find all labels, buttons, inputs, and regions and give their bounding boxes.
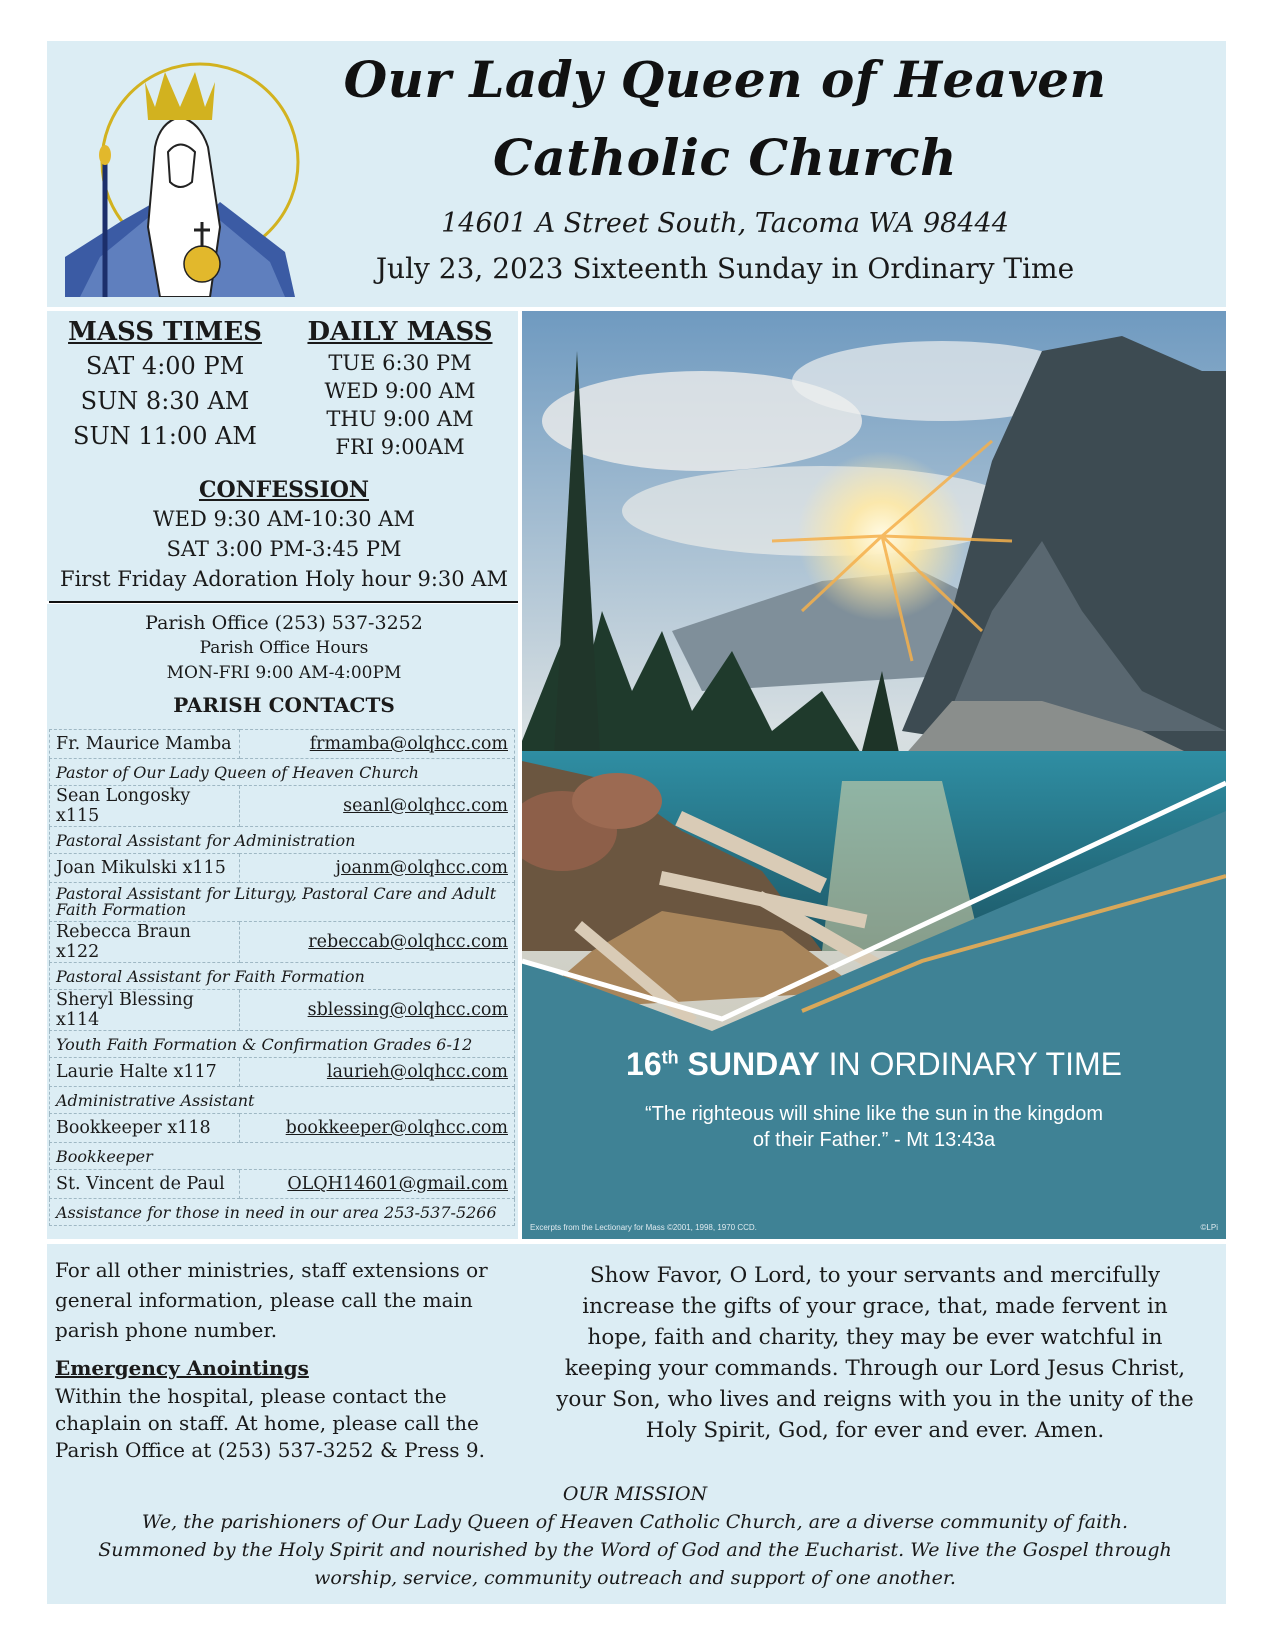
mass-time-item: SUN 11:00 AM [73, 422, 257, 450]
contact-row [50, 854, 515, 883]
office-hours: MON-FRI 9:00 AM-4:00PM [166, 663, 402, 683]
confession-section [55, 476, 513, 594]
emergency-text: Within the hospital, please contact the chaplain on staff. At home, please call the Parish Office at (253) 537-3252 & Press 9. [55, 1384, 485, 1462]
contact-row [50, 1114, 515, 1143]
contact-row [50, 1170, 515, 1199]
feature-quote-line: of their Father.” - Mt 13:43a [752, 1129, 996, 1151]
confession-title: CONFESSION [198, 477, 370, 503]
contact-email-link[interactable]: laurieh@olqhcc.com [240, 1058, 515, 1087]
mission-section [60, 1480, 1210, 1592]
daily-mass-title: DAILY MASS [307, 317, 493, 347]
parish-office-section [55, 610, 513, 722]
mission-title: OUR MISSION [562, 1483, 708, 1505]
contact-role: Assistance for those in need in our area 253-537-5266 [50, 1199, 515, 1226]
contact-role-row [50, 883, 515, 922]
contact-role: Bookkeeper [50, 1143, 515, 1170]
contact-role: Pastoral Assistant for Administration [50, 827, 515, 854]
contact-role-row [50, 963, 515, 990]
contact-name: Joan Mikulski x115 [50, 854, 240, 883]
contact-role-row [50, 827, 515, 854]
contact-row [50, 730, 515, 759]
mass-time-item: SUN 8:30 AM [80, 387, 250, 415]
contact-role-row [50, 1199, 515, 1226]
feature-copyright: ©LPi [1200, 1223, 1218, 1232]
contact-role: Youth Faith Formation & Confirmation Grades 6-12 [50, 1031, 515, 1058]
contact-row [50, 786, 515, 827]
contact-email-link[interactable]: OLQH14601@gmail.com [240, 1170, 515, 1199]
confession-item: WED 9:30 AM-10:30 AM [153, 507, 415, 531]
mission-line: Summoned by the Holy Spirit and nourished by the Word of God and the Eucharist. We live the Gospel through [98, 1539, 1172, 1561]
contact-name: Sheryl Blessing x114 [50, 990, 240, 1031]
mission-line: We, the parishioners of Our Lady Queen of Heaven Catholic Church, are a diverse community of faith. [141, 1511, 1129, 1533]
section-divider [49, 601, 518, 603]
feature-heading-sunday: SUNDAY [678, 1046, 820, 1082]
contact-email-link[interactable]: joanm@olqhcc.com [240, 854, 515, 883]
contact-role-row [50, 759, 515, 786]
contact-row [50, 922, 515, 963]
mass-times-title: MASS TIMES [68, 317, 262, 347]
contact-role-row [50, 1031, 515, 1058]
mass-time-item: SAT 4:00 PM [85, 352, 245, 380]
daily-mass-item: TUE 6:30 PM [328, 351, 472, 375]
madonna-logo-icon [60, 52, 300, 297]
contact-role: Pastor of Our Lady Queen of Heaven Church [50, 759, 515, 786]
contact-role: Pastoral Assistant for Faith Formation [50, 963, 515, 990]
contact-name: Sean Longosky x115 [50, 786, 240, 827]
feature-quote [522, 1101, 1226, 1153]
church-title-line2: Catholic Church [493, 128, 957, 187]
collect-prayer: Show Favor, O Lord, to your servants and mercifully increase the gifts of your grace, that, made fervent in hope, faith and charity, they may be ever watchful in keeping your commands. Through our Lord Jesus Christ, your Son, who lives and reigns with you in the unity of the Holy Spirit, God, for ever and ever. Amen. [556, 1263, 1194, 1443]
contact-email-link[interactable]: frmamba@olqhcc.com [240, 730, 515, 759]
office-hours-label: Parish Office Hours [199, 638, 369, 658]
parish-contacts-table [49, 729, 515, 1226]
church-address: 14601 A Street South, Tacoma WA 98444 [441, 208, 1009, 239]
mission-line: worship, service, community outreach and support of one another. [314, 1567, 956, 1589]
daily-mass-column [290, 317, 510, 461]
church-title-line1: Our Lady Queen of Heaven [343, 50, 1107, 109]
contact-role: Pastoral Assistant for Liturgy, Pastoral Care and Adult Faith Formation [50, 883, 515, 922]
feature-heading-number: 16 [626, 1046, 662, 1082]
contact-email-link[interactable]: rebeccab@olqhcc.com [240, 922, 515, 963]
feature-quote-line: “The righteous will shine like the sun in the kingdom [644, 1103, 1104, 1125]
office-phone: Parish Office (253) 537-3252 [145, 612, 423, 634]
daily-mass-item: WED 9:00 AM [324, 379, 476, 403]
contact-email-link[interactable]: seanl@olqhcc.com [240, 786, 515, 827]
ministries-note: For all other ministries, staff extensions or general information, please call the main parish phone number. [55, 1258, 488, 1342]
feature-image [522, 311, 1226, 1239]
emergency-title: Emergency Anointings [55, 1356, 309, 1380]
contact-role: Administrative Assistant [50, 1087, 515, 1114]
contact-name: Bookkeeper x118 [50, 1114, 240, 1143]
contact-email-link[interactable]: sblessing@olqhcc.com [240, 990, 515, 1031]
feature-heading-rest: IN ORDINARY TIME [819, 1046, 1122, 1082]
feature-heading-suffix: th [661, 1047, 679, 1068]
feature-heading [522, 1046, 1226, 1083]
contact-email-link[interactable]: bookkeeper@olqhcc.com [240, 1114, 515, 1143]
contact-name: St. Vincent de Paul [50, 1170, 240, 1199]
confession-item: First Friday Adoration Holy hour 9:30 AM [60, 567, 508, 591]
daily-mass-item: THU 9:00 AM [326, 407, 474, 431]
contact-role-row [50, 1087, 515, 1114]
feature-credit: Excerpts from the Lectionary for Mass ©2001, 1998, 1970 CCD. [530, 1223, 757, 1232]
contact-row [50, 1058, 515, 1087]
contact-name: Fr. Maurice Mamba [50, 730, 240, 759]
mountain-lake-illustration [522, 311, 1226, 1239]
parish-contacts-title: PARISH CONTACTS [173, 693, 395, 717]
contact-role-row [50, 1143, 515, 1170]
mass-times-column [60, 317, 270, 454]
contact-row [50, 990, 515, 1031]
daily-mass-item: FRI 9:00AM [335, 435, 465, 459]
confession-item: SAT 3:00 PM-3:45 PM [166, 537, 402, 561]
contact-name: Laurie Halte x117 [50, 1058, 240, 1087]
contact-name: Rebecca Braun x122 [50, 922, 240, 963]
bulletin-date: July 23, 2023 Sixteenth Sunday in Ordinary Time [375, 252, 1075, 285]
